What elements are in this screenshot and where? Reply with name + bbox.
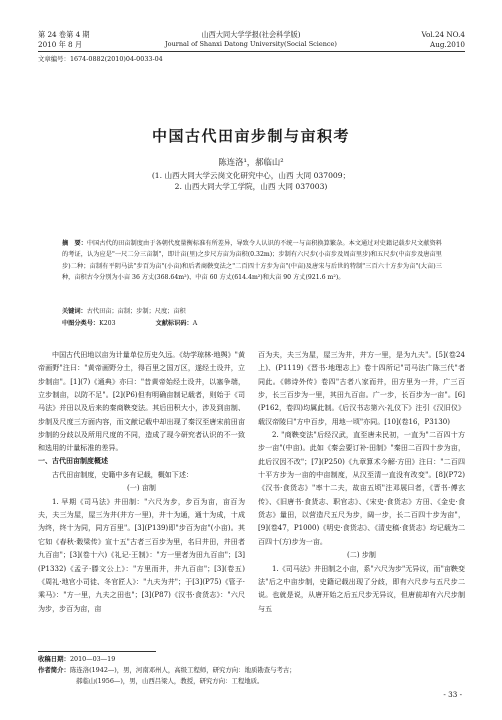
page-number: - 33 -	[443, 690, 462, 699]
abstract-text: 中国古代的田亩制度由于各朝代度量衡标准有所差异，导致令人认识的不统一与亩积换算繁杂。本文通过对史籍记载步尺文献资料的考证，认为应是"一尺二分三亩制"，即计亩(里)之步尺方亩为亩积(0.32m)；步制有六尺步(小亩步及周亩里步)和五尺步(中亩步及唐亩里步)二种；亩制有平阴马法"步百为亩"(小亩)和后者商鞅变法之"二百四十方步为亩"(中亩)及唐宋与后世的特制"三百六十方步为亩"(大亩)三种，亩积古今分别为小亩 36 方丈(368.64m²)、中亩 60 方丈(614.4m²)和大亩 90 方丈(921.6 m²)。	[62, 240, 442, 282]
author-bio-2: 郝临山(1956—)，男，山西吕梁人，教授，研究方向：工程地质。	[76, 677, 264, 685]
author-bio-1	[38, 665, 296, 676]
body-column-left	[38, 348, 245, 646]
issue-date-en: Aug.2010	[430, 40, 465, 49]
clc-code: K203	[99, 320, 116, 327]
header-rule	[38, 51, 465, 52]
body-paragraph: 百为夫，夫三为屋，屋三为井，井方一里，是为九夫"。[5](卷24上)、(P1119)《晋书·地理志上》卷十四所记"司马法广陈三代"者同此。《韩诗外传》卷四"古者八家而井，田方里为一井，广三百步，长三百步为一里，其田九百亩。广一步，长百步为一亩"。[6](P162，卷四)均属此制。《后汉书志第六·礼仪下》注引《汉旧仪》载汉帝陵曰"方中百步，用地一顷"亦同。[10](卷16，P3130)	[258, 350, 465, 426]
keywords	[62, 306, 186, 317]
volume-number-en: Vol.24 NO.4	[421, 30, 465, 39]
classification-line	[62, 318, 197, 329]
authors: 陈连洛¹，郝临山²	[218, 157, 284, 167]
received-label: 收稿日期：	[38, 655, 70, 663]
received-date	[38, 654, 115, 665]
abstract	[62, 238, 442, 284]
section-heading: 一、古代田亩制度概述	[38, 456, 108, 465]
received-value: 2010—03—19	[69, 655, 116, 663]
author-bio-text-1: 陈连洛(1942—)，男，河南邓州人，高级工程师，研究方向：地质勘查与考古；	[69, 666, 296, 674]
affiliation-1: (1. 山西大同大学云岗文化研究中心，山西 大同 037009；	[151, 171, 351, 180]
journal-name-cn: 山西大同大学学报(社会科学版)	[201, 30, 301, 39]
volume-number: 第 24 卷第 4 期	[38, 30, 90, 39]
body-paragraph: 中国古代田地以亩为计量单位历史久远。《幼学琼林·地舆》"黄帝画野"注曰："黄帝画野分土，得百里之国万区，遂经土设井，立步制亩"。[1](7)《通典》亦曰："昔黄帝始经土设井，以塞争端，立步制亩，以防不足"。[2](P6)但有明确亩制记载者，则始于《司马法》并田以及后来的秦商鞅变法。其后田积大小，涉及到亩制、步制及尺度三方面内容，而文献记载中却出现了秦汉至唐宋前田亩步制的分歧以及所用尺度的不同，造成了现今研究者认识的不一致和选用的计量标准的差异。	[38, 350, 245, 453]
doc-code: A	[192, 320, 198, 327]
clc-label: 中图分类号：	[62, 320, 100, 327]
subsection-heading: (二) 步制	[347, 550, 376, 560]
issue-date: 2010 年 8 月	[38, 40, 83, 49]
body-paragraph: 古代田亩制度，史籍中多有记载，概如下述：	[52, 470, 193, 480]
article-number: 文章编号：1674-0882(2010)04-0033-04	[38, 55, 163, 63]
doc-code-label: 文献标识码：	[155, 320, 193, 327]
keywords-text: 古代田亩；亩制；步制；尺度；亩积	[86, 308, 186, 315]
affiliation-2: 2. 山西大同大学工学院，山西 大同 037003)	[174, 182, 328, 191]
abstract-label: 摘 要：	[62, 240, 87, 247]
body-column-right	[258, 348, 465, 646]
body-paragraph: 1.《司马法》井田制之小亩，系"六尺为步"无异议，而"亩鞅变法"后之中亩步制，史籍记载出现了分歧，即有六尺步与五尺步二说。也就是说，从唐开始之后五尺步无异议，但唐前却有六尺步制与五	[258, 563, 465, 613]
body-paragraph: 1. 早期《司马法》井田制："六尺为步，步百为亩，亩百为夫，夫三为屋，屋三为井(井方一里)，井十为通，通十为成，十成为终，终十为同，同方百里"。[3](P139)即"步百为亩"(小亩)。其它如《春秋·穀梁传》宣十五"古者三百步为里，名曰井田，井田者九百亩"；[3](卷十六)《礼记·王制》："方一里者为田九百亩"；[3](P1332)《孟子·滕文公上》："方里而井，井九百亩"；[3](卷五)《周礼·地官小司徒、冬官匠人》："九夫为井"；于[3](P75)《管子·乘马》："方一里，九夫之田也"；[3](P87)《汉书·食货志》："六尺为步，步百为亩，亩	[38, 496, 245, 613]
article-title: 中国古代田亩步制与亩积考	[151, 127, 350, 145]
body-paragraph: 2. "商鞅变法"后经汉武，直至唐未民初，一直为"二百四十方步一亩"(中亩)。此如《秦会要订补·田制》"秦田二百四十步为亩，此后汉因不改"；[7](P250)《九章算术今解·方田》注曰："二百四十平方步为一亩的中亩制度，从汉至清一直没有改变"。[8](P72)《汉书·食货志》"率十二夫，故亩五顷"注邓展曰者，《晋书·傅玄传》、《旧唐书·食货志、职官志》、《宋史·食货志》方田、《金史·食货志》量田，以营造尺五尺为步，阔一步，长二百四十步为亩"，[9](卷47，P1000)《明史·食货志》、《清史稿·食货志》均记载为二百四十(方)步为一亩。	[258, 430, 465, 546]
keywords-label: 关键词：	[62, 308, 87, 315]
author-bio-label: 作者简介：	[38, 666, 70, 674]
journal-name-en: Journal of Shanxi Datong University(Social Science)	[165, 40, 337, 48]
footnote-rule	[38, 651, 156, 652]
subsection-heading: (一) 亩制	[127, 483, 156, 493]
